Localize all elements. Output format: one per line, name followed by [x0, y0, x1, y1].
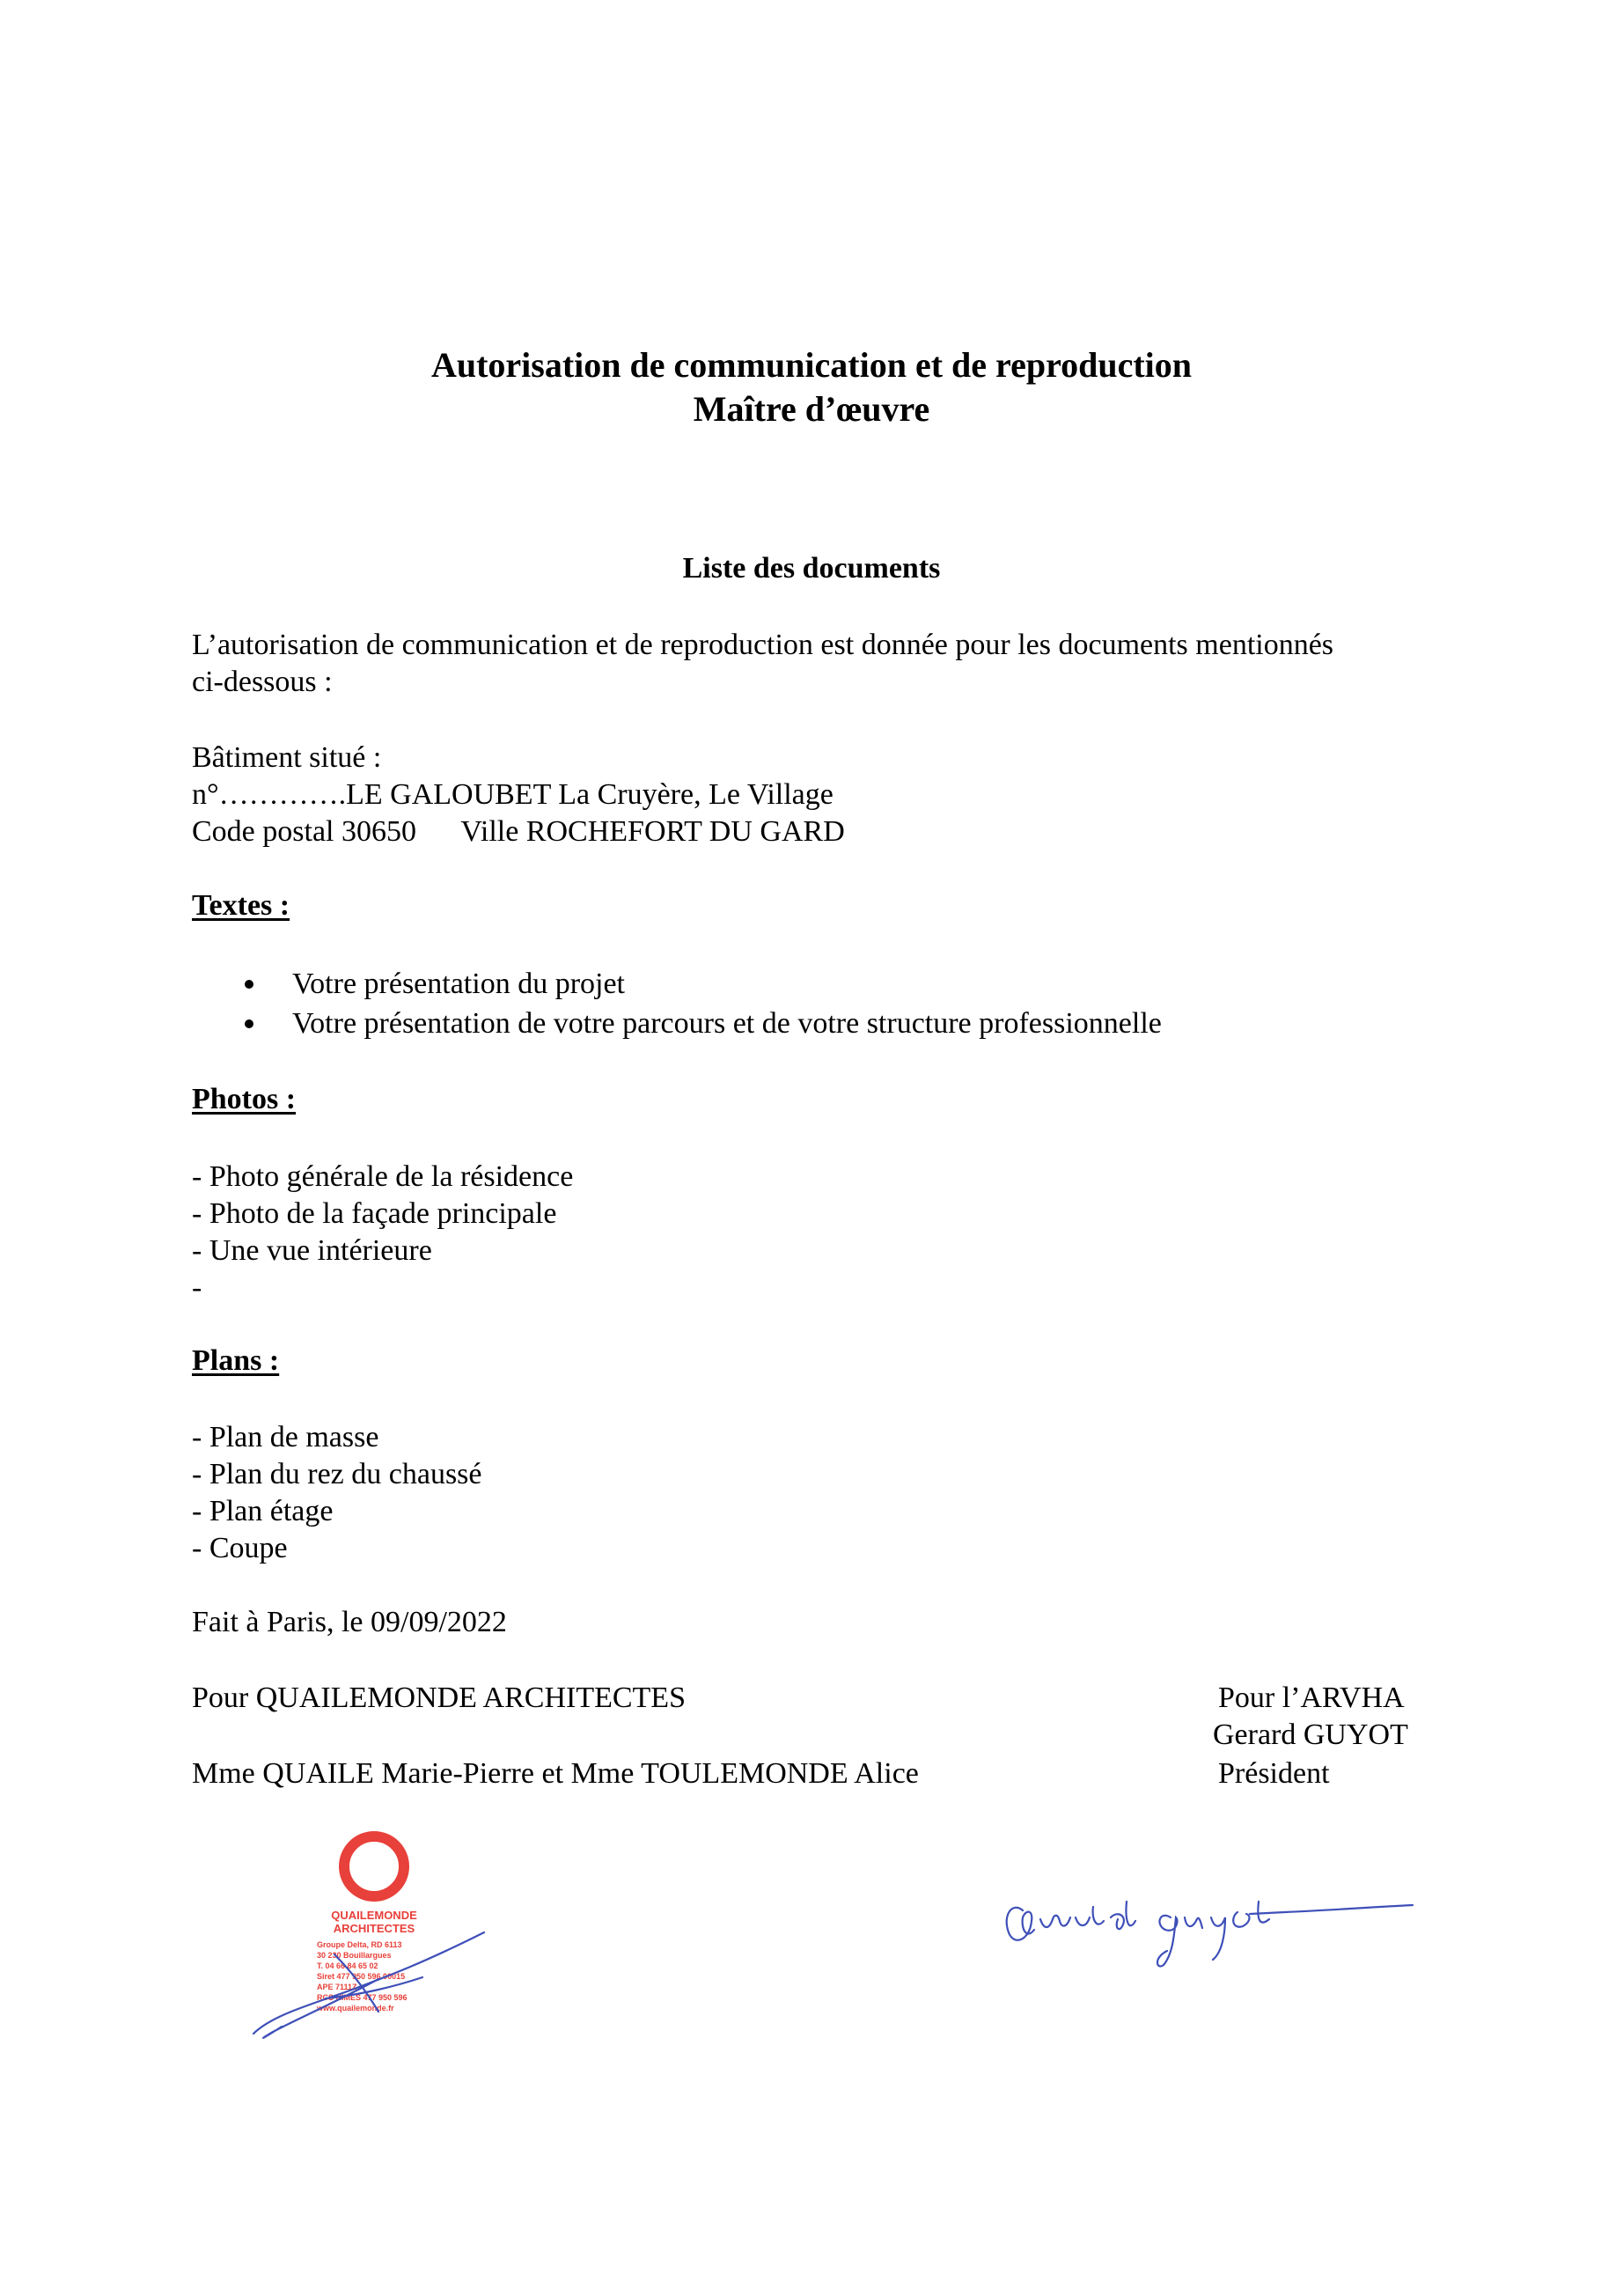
svg-text:Groupe Delta, RD 6113: Groupe Delta, RD 6113 — [317, 1940, 402, 1949]
list-item-text: Votre présentation du projet — [292, 968, 626, 1000]
list-item: - Photo générale de la résidence — [192, 1160, 574, 1193]
svg-text:Siret 477 950 596 00015: Siret 477 950 596 00015 — [317, 1972, 406, 1981]
svg-text:T. 04 66 84 65 02: T. 04 66 84 65 02 — [317, 1961, 378, 1970]
svg-text:30 230 Bouillargues: 30 230 Bouillargues — [317, 1951, 392, 1960]
place-date: Fait à Paris, le 09/09/2022 — [192, 1606, 507, 1638]
company-stamp — [246, 1822, 502, 2060]
list-item: - — [192, 1271, 202, 1304]
photos-heading: Photos : — [192, 1083, 297, 1115]
list-item-text: Votre présentation de votre parcours et de votre structure professionnelle — [292, 1007, 1162, 1040]
bullet-icon — [245, 980, 253, 989]
svg-text:APE 7111Z: APE 7111Z — [317, 1983, 357, 1991]
building-label: Bâtiment situé : — [192, 741, 382, 774]
svg-text:www.quailemonde.fr: www.quailemonde.fr — [317, 2004, 394, 2013]
left-organization: Pour QUAILEMONDE ARCHITECTES — [192, 1682, 686, 1714]
intro-line2: ci-dessous : — [192, 666, 333, 698]
list-title: Liste des documents — [682, 552, 941, 585]
list-item: - Plan de masse — [192, 1421, 379, 1453]
list-item: - Une vue intérieure — [192, 1234, 432, 1267]
left-signatories: Mme QUAILE Marie-Pierre et Mme TOULEMONDE Alice — [192, 1757, 919, 1790]
stamp-name-line2: ARCHITECTES — [333, 1922, 415, 1935]
bullet-icon — [245, 1019, 253, 1028]
right-organization: Pour l’ARVHA — [1218, 1682, 1405, 1714]
stamp-details — [316, 1940, 408, 2013]
document-title-line1: Autorisation de communication et de reproduction — [430, 345, 1193, 385]
right-signatory-name: Gerard GUYOT — [1213, 1718, 1408, 1751]
svg-text:RCS NIMES 477 950 596: RCS NIMES 477 950 596 — [317, 1993, 408, 2002]
right-signatory-role: Président — [1218, 1757, 1330, 1790]
list-item: - Photo de la façade principale — [192, 1197, 557, 1230]
stamp-name-line1: QUAILEMONDE — [331, 1909, 417, 1922]
list-item: - Coupe — [192, 1532, 288, 1564]
intro-line1: L’autorisation de communication et de reproduction est donnée pour les documents mentionnés — [192, 629, 1334, 661]
building-postal: Code postal 30650 Ville ROCHEFORT DU GARD — [192, 815, 845, 848]
list-item: - Plan étage — [192, 1495, 334, 1527]
president-signature — [995, 1866, 1435, 1972]
textes-heading: Textes : — [192, 889, 290, 922]
list-item: - Plan du rez du chaussé — [192, 1458, 482, 1490]
building-address: n°………….LE GALOUBET La Cruyère, Le Village — [192, 778, 834, 811]
document-title-line2: Maître d’œuvre — [693, 389, 930, 429]
plans-heading: Plans : — [192, 1344, 280, 1377]
